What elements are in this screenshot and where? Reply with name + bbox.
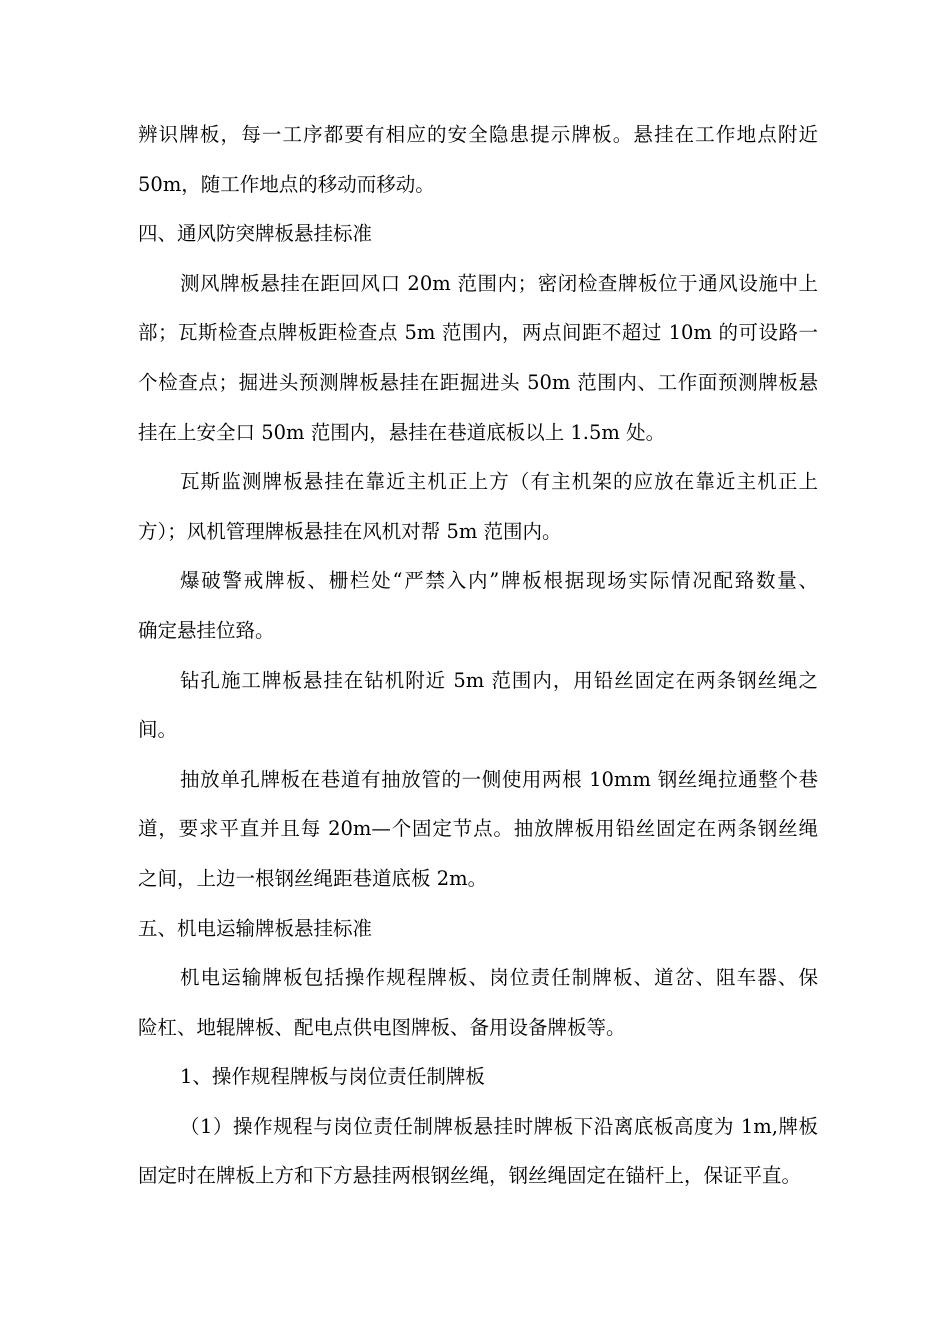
text-line: 50m，随工作地点的移动而移动。 bbox=[138, 172, 435, 196]
text-line: 挂在上安全口 50m 范围内，悬挂在巷道底板以上 1.5m 处。 bbox=[138, 420, 666, 444]
document-page bbox=[138, 110, 818, 1201]
section-heading-electromechanical bbox=[138, 904, 818, 954]
text-line: 测风牌板悬挂在距回风口 20m 范围内；密闭检查牌板位于通风设施中上 bbox=[180, 271, 818, 295]
paragraph-gas-monitoring bbox=[138, 457, 818, 556]
text-line: 机电运输牌板包括操作规程牌板、岗位责任制牌板、道岔、阻车器、保 bbox=[180, 966, 818, 990]
heading-text: 五、机电运输牌板悬挂标准 bbox=[138, 916, 373, 940]
text-line: （1）操作规程与岗位责任制牌板悬挂时牌板下沿离底板高度为 1m,牌板 bbox=[180, 1114, 818, 1138]
text-line: 抽放单孔牌板在巷道有抽放管的一侧使用两根 10mm 钢丝绳拉通整个巷 bbox=[180, 767, 818, 791]
paragraph-extraction bbox=[138, 755, 818, 904]
text-line: 部；瓦斯检查点牌板距检查点 5m 范围内，两点间距不超过 10m 的可设路一 bbox=[138, 321, 818, 345]
text-line: 方）；风机管理牌板悬挂在风机对帮 5m 范围内。 bbox=[138, 519, 562, 543]
text-line: 辨识牌板，每一工序都要有相应的安全隐患提示牌板。悬挂在工作地点附近 bbox=[138, 123, 818, 146]
paragraph-signage-identification bbox=[138, 110, 818, 209]
paragraph-blasting-warning bbox=[138, 556, 818, 655]
paragraph-electromechanical-signs bbox=[138, 953, 818, 1052]
subheading-text: 1、操作规程牌板与岗位责任制牌板 bbox=[180, 1065, 485, 1089]
text-line: 险杠、地辊牌板、配电点供电图牌板、备用设备牌板等。 bbox=[138, 1015, 626, 1039]
text-line: 爆破警戒牌板、栅栏处“严禁入内”牌板根据现场实际情况配臵数量、 bbox=[180, 569, 818, 593]
text-line: 瓦斯监测牌板悬挂在靠近主机正上方（有主机架的应放在靠近主机正上 bbox=[180, 470, 818, 494]
paragraph-wind-measurement bbox=[138, 259, 818, 457]
text-line: 间。 bbox=[138, 718, 178, 742]
paragraph-operating-rules-detail bbox=[138, 1102, 818, 1201]
subheading-operating-rules bbox=[138, 1052, 818, 1102]
text-line: 个检查点；掘进头预测牌板悬挂在距掘进头 50m 范围内、工作面预测牌板悬 bbox=[138, 370, 818, 394]
section-heading-ventilation bbox=[138, 209, 818, 259]
text-line: 确定悬挂位臵。 bbox=[138, 618, 275, 642]
text-line: 钻孔施工牌板悬挂在钻机附近 5m 范围内，用铅丝固定在两条钢丝绳之 bbox=[180, 668, 818, 692]
text-line: 固定时在牌板上方和下方悬挂两根钢丝绳，钢丝绳固定在锚杆上，保证平直。 bbox=[138, 1164, 802, 1188]
paragraph-drilling bbox=[138, 656, 818, 755]
text-line: 道，要求平直并且每 20m—个固定节点。抽放牌板用铅丝固定在两条钢丝绳 bbox=[138, 817, 818, 841]
heading-text: 四、通风防突牌板悬挂标准 bbox=[138, 222, 373, 246]
text-line: 之间，上边一根钢丝绳距巷道底板 2m。 bbox=[138, 866, 488, 890]
